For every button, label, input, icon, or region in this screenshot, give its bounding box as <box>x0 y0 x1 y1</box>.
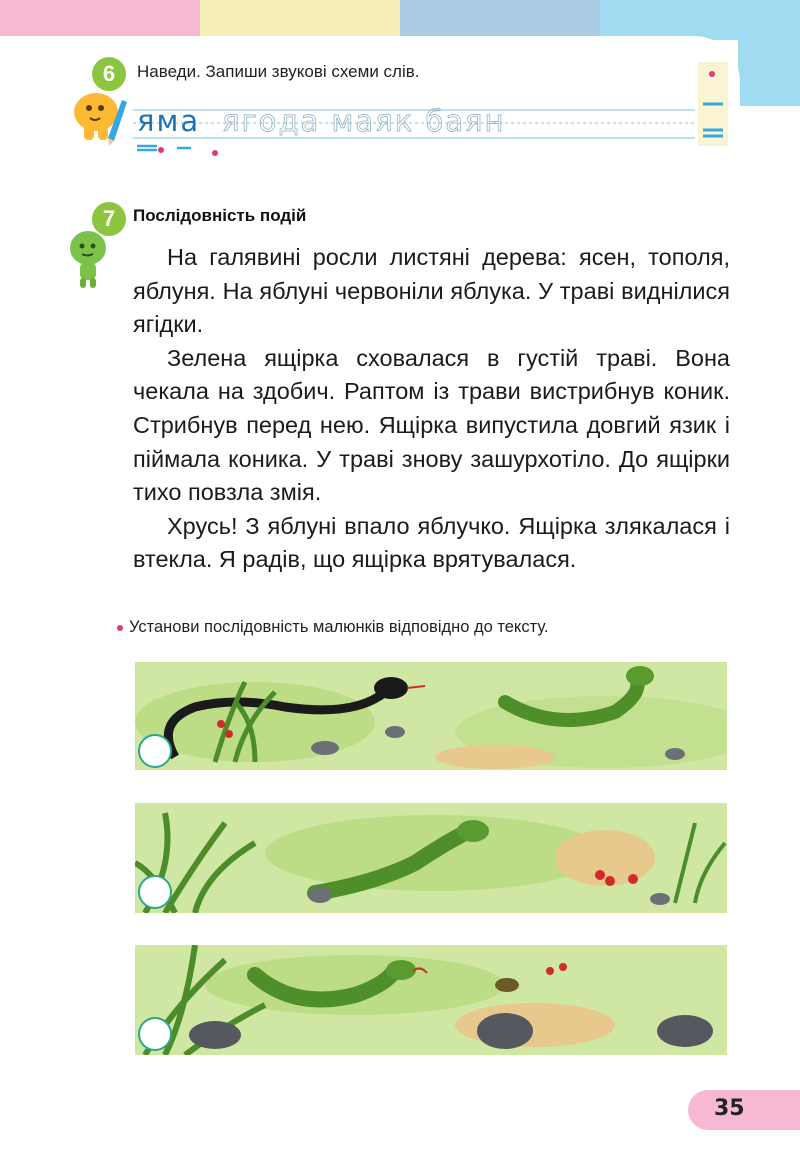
story-paragraph-1: На галявині росли листяні дерева: ясен, тополя, яблуня. На яблуні червоніли яблука. У траві виднілися ягідки. <box>133 244 730 338</box>
snake-and-lizard-picture <box>135 662 727 770</box>
story-paragraph-3: Хрусь! З яблуні впало яблучко. Ящірка злякалася і втекла. Я радів, що ящірка врятувалася. <box>133 512 730 573</box>
story-paragraph-2: Зелена ящірка сховалася в густій траві. Вона чекала на здобич. Раптом із трави вистрибнув коник. Стрибнув перед нею. Ящірка випустила довгий язик і піймала коника. У траві знову зашурхотіло. До ящірки тихо повзла змія. <box>133 344 730 506</box>
writing-lines <box>133 100 698 161</box>
lizard-and-grasshopper-picture <box>135 945 727 1055</box>
order-circle-1[interactable] <box>138 734 172 768</box>
top-bar-pink <box>0 0 200 40</box>
task-7-number: 7 <box>102 206 116 231</box>
story-text <box>133 241 730 577</box>
pencil-mascot-icon <box>64 86 130 150</box>
top-color-bar <box>0 0 800 40</box>
dotted-words: ягода маяк баян <box>222 104 506 138</box>
task-6-number: 6 <box>102 61 116 86</box>
task-7-title: Послідовність подій <box>133 206 307 225</box>
sequence-instruction-text: Установи послідовність малюнків відповідно до тексту. <box>129 618 549 636</box>
traced-word-yama: яма <box>137 104 201 138</box>
right-edge-strip <box>738 36 800 106</box>
lizard-in-grass-picture <box>135 803 727 913</box>
top-bar-blue <box>400 0 600 40</box>
bullet-dot-icon <box>117 625 123 631</box>
top-bar-yellow <box>200 0 400 40</box>
sequence-instruction <box>117 618 549 637</box>
page-number: 35 <box>714 1096 745 1121</box>
top-bar-cyan <box>600 0 800 40</box>
page-number-tab <box>688 1090 800 1130</box>
task-6-instruction: Наведи. Запиши звукові схеми слів. <box>137 62 420 81</box>
order-circle-2[interactable] <box>138 875 172 909</box>
order-circle-3[interactable] <box>138 1017 172 1051</box>
sound-scheme-legend <box>698 62 728 146</box>
green-mascot-icon <box>66 228 112 290</box>
